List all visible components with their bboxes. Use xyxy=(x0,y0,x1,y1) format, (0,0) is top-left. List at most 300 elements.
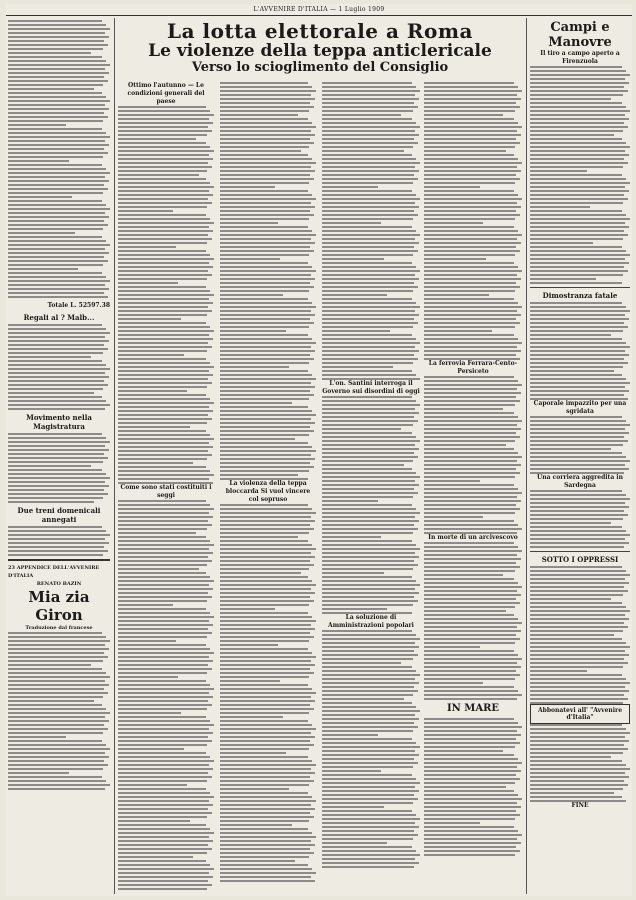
text-line xyxy=(220,804,311,806)
text-line xyxy=(220,644,278,646)
text-line xyxy=(424,274,517,276)
text-line xyxy=(118,512,209,514)
text-line xyxy=(118,438,214,440)
text-line xyxy=(424,94,517,96)
text-line xyxy=(220,294,283,296)
text-line xyxy=(118,322,206,324)
text-line xyxy=(424,610,506,612)
text-line xyxy=(424,500,521,502)
text-line xyxy=(220,102,310,104)
text-line xyxy=(118,696,213,698)
text-line xyxy=(530,682,630,684)
text-line xyxy=(118,736,208,738)
text-line xyxy=(424,574,503,576)
text-line xyxy=(530,626,628,628)
text-line xyxy=(220,222,278,224)
text-line xyxy=(8,364,106,366)
text-line xyxy=(530,222,625,224)
text-line xyxy=(220,760,312,762)
text-line xyxy=(220,314,315,316)
text-line xyxy=(220,852,314,854)
text-line xyxy=(8,380,104,382)
text-line xyxy=(118,844,208,846)
text-line xyxy=(118,454,212,456)
text-line xyxy=(424,634,516,636)
text-line xyxy=(8,441,110,443)
text-line xyxy=(118,772,208,774)
text-line xyxy=(220,450,316,452)
text-line xyxy=(322,218,413,220)
text-line xyxy=(530,342,626,344)
text-line xyxy=(118,632,212,634)
text-line xyxy=(322,82,412,84)
text-line xyxy=(118,604,173,606)
text-line xyxy=(530,266,624,268)
text-line xyxy=(8,684,109,686)
text-line xyxy=(424,822,480,824)
text-line xyxy=(424,90,522,92)
text-line xyxy=(322,400,416,402)
text-line xyxy=(424,182,515,184)
text-line xyxy=(424,388,517,390)
text-line xyxy=(118,792,210,794)
text-line xyxy=(118,386,207,388)
text-line xyxy=(220,370,308,372)
text-line xyxy=(530,610,630,612)
text-line xyxy=(118,868,214,870)
text-line xyxy=(530,760,622,762)
text-line xyxy=(220,524,310,526)
text-line xyxy=(8,240,106,242)
text-line xyxy=(220,528,314,530)
text-line xyxy=(424,492,522,494)
text-line xyxy=(8,736,66,738)
text-line xyxy=(118,210,173,212)
text-line xyxy=(530,764,626,766)
text-line xyxy=(118,174,199,176)
text-line xyxy=(220,600,314,602)
text-line xyxy=(530,78,625,80)
text-line xyxy=(322,436,416,438)
text-line xyxy=(220,402,292,404)
text-line xyxy=(8,48,103,50)
text-line xyxy=(530,574,630,576)
text-line xyxy=(424,718,514,720)
text-line xyxy=(424,440,515,442)
text-line xyxy=(530,460,630,462)
text-line xyxy=(322,786,415,788)
text-line xyxy=(530,162,628,164)
text-line xyxy=(322,456,418,458)
text-line xyxy=(220,178,314,180)
text-line xyxy=(118,860,206,862)
text-line xyxy=(322,548,420,550)
text-line xyxy=(530,690,629,692)
text-line xyxy=(530,94,623,96)
text-line xyxy=(424,392,521,394)
text-line xyxy=(322,746,420,748)
text-line xyxy=(8,461,103,463)
text-line xyxy=(424,674,520,676)
text-line xyxy=(322,678,415,680)
text-line xyxy=(424,210,516,212)
text-line xyxy=(118,708,207,710)
text-line xyxy=(322,194,416,196)
text-line xyxy=(424,582,518,584)
text-line xyxy=(220,150,301,152)
text-line xyxy=(8,36,109,38)
text-line xyxy=(424,138,516,140)
text-line xyxy=(8,489,104,491)
text-line xyxy=(220,692,316,694)
text-line xyxy=(424,250,520,252)
text-line xyxy=(8,744,106,746)
text-line xyxy=(424,602,520,604)
text-line xyxy=(8,136,110,138)
text-line xyxy=(530,306,626,308)
text-line xyxy=(220,278,315,280)
text-line xyxy=(220,744,314,746)
text-line xyxy=(118,756,210,758)
text-line xyxy=(322,282,414,284)
text-line xyxy=(118,302,213,304)
text-line xyxy=(424,424,517,426)
text-line xyxy=(322,670,416,672)
text-line xyxy=(220,166,311,168)
text-line xyxy=(8,457,108,459)
text-line xyxy=(530,150,625,152)
text-line xyxy=(8,660,103,662)
text-line xyxy=(220,664,315,666)
text-line xyxy=(220,162,316,164)
text-line xyxy=(8,404,110,406)
text-line xyxy=(118,748,184,750)
text-line xyxy=(118,828,210,830)
text-line xyxy=(118,202,212,204)
text-line xyxy=(424,750,503,752)
text-line xyxy=(530,570,626,572)
text-line xyxy=(8,188,108,190)
text-line xyxy=(118,342,208,344)
text-line xyxy=(322,850,416,852)
text-line xyxy=(220,532,309,534)
text-line xyxy=(424,262,514,264)
text-line xyxy=(8,288,109,290)
text-line xyxy=(322,702,412,704)
text-line xyxy=(220,422,315,424)
text-line xyxy=(118,146,210,148)
text-line xyxy=(530,420,626,422)
text-line xyxy=(424,484,514,486)
text-line xyxy=(530,740,629,742)
text-line xyxy=(118,370,209,372)
text-line xyxy=(322,504,412,506)
text-line xyxy=(118,246,176,248)
text-line xyxy=(424,408,503,410)
text-line xyxy=(424,154,514,156)
text-line xyxy=(8,376,109,378)
text-line xyxy=(220,604,309,606)
text-line xyxy=(8,636,106,638)
text-line xyxy=(220,616,312,618)
text-line xyxy=(118,354,184,356)
text-line xyxy=(8,324,102,326)
text-line xyxy=(220,158,312,160)
text-line xyxy=(118,536,206,538)
text-line xyxy=(220,628,315,630)
text-line xyxy=(118,402,214,404)
text-line xyxy=(8,740,102,742)
text-line xyxy=(220,776,310,778)
text-line xyxy=(118,286,206,288)
text-line xyxy=(8,760,104,762)
text-line xyxy=(118,190,209,192)
text-line xyxy=(424,82,514,84)
text-line xyxy=(424,258,486,260)
text-line xyxy=(8,200,102,202)
text-line xyxy=(530,258,625,260)
text-line xyxy=(424,658,522,660)
text-line xyxy=(424,278,521,280)
text-line xyxy=(424,294,489,296)
text-line xyxy=(8,296,108,298)
text-line xyxy=(322,834,418,836)
col2-subhead-1: Ottimo l'autunno — Le condizioni generali del paese xyxy=(127,82,205,105)
text-line xyxy=(424,562,516,564)
text-line xyxy=(424,558,521,560)
text-line xyxy=(220,454,311,456)
text-line xyxy=(118,528,207,530)
text-line xyxy=(322,738,412,740)
text-line xyxy=(530,670,587,672)
text-line xyxy=(220,672,314,674)
text-line xyxy=(530,732,630,734)
fine-label: FINE xyxy=(571,802,589,809)
col4-subhead-1: L'on. Santini interroga il Governo sui disordini di oggi xyxy=(322,380,420,395)
text-line xyxy=(322,560,414,562)
text-line xyxy=(220,226,308,228)
text-line xyxy=(8,172,110,174)
text-line xyxy=(220,146,309,148)
text-line xyxy=(220,520,315,522)
text-line xyxy=(322,362,413,364)
text-line xyxy=(220,126,316,128)
text-line xyxy=(220,386,315,388)
text-line xyxy=(424,666,521,668)
text-line xyxy=(220,202,311,204)
text-line xyxy=(322,552,415,554)
text-line xyxy=(424,330,492,332)
text-line xyxy=(530,102,622,104)
text-line xyxy=(322,718,419,720)
text-line xyxy=(424,358,520,360)
text-line xyxy=(322,258,384,260)
sardegna-heading: Una corriera aggredita in Sardegna xyxy=(537,474,623,489)
text-line xyxy=(8,336,105,338)
text-line xyxy=(8,453,104,455)
text-line xyxy=(220,872,316,874)
text-line xyxy=(118,692,209,694)
text-line xyxy=(220,426,310,428)
text-line xyxy=(8,700,94,702)
text-line xyxy=(118,254,210,256)
text-line xyxy=(8,640,110,642)
text-line xyxy=(118,780,207,782)
text-line xyxy=(530,498,630,500)
text-line xyxy=(220,648,308,650)
text-line xyxy=(220,110,309,112)
text-line xyxy=(424,508,520,510)
text-line xyxy=(220,808,315,810)
text-line xyxy=(530,662,628,664)
text-line xyxy=(118,784,187,786)
text-line xyxy=(118,194,213,196)
text-line xyxy=(530,728,626,730)
text-line xyxy=(530,238,623,240)
text-line xyxy=(530,394,624,396)
text-line xyxy=(220,688,312,690)
text-line xyxy=(8,400,106,402)
text-line xyxy=(118,482,213,484)
text-line xyxy=(530,386,625,388)
col4-subhead-2: La soluzione di Amministrazioni popolari xyxy=(328,614,414,629)
text-line xyxy=(8,756,109,758)
text-line xyxy=(118,600,207,602)
text-line xyxy=(530,618,629,620)
text-line xyxy=(118,732,213,734)
text-line xyxy=(322,238,415,240)
text-line xyxy=(424,830,518,832)
text-line xyxy=(8,433,102,435)
text-line xyxy=(322,302,416,304)
text-line xyxy=(118,278,207,280)
text-line xyxy=(530,776,629,778)
text-line xyxy=(322,126,420,128)
text-line xyxy=(530,594,623,596)
text-line xyxy=(118,206,207,208)
text-line xyxy=(322,106,418,108)
text-line xyxy=(118,446,213,448)
text-line xyxy=(322,250,418,252)
text-line xyxy=(424,286,520,288)
text-line xyxy=(322,722,414,724)
text-line xyxy=(220,362,309,364)
text-line xyxy=(424,226,514,228)
text-line xyxy=(118,788,206,790)
text-line xyxy=(322,654,418,656)
text-line xyxy=(8,92,102,94)
text-line xyxy=(8,392,94,394)
text-line xyxy=(220,478,308,480)
text-line xyxy=(530,178,626,180)
text-line xyxy=(322,500,378,502)
text-line xyxy=(530,514,628,516)
text-line xyxy=(220,250,314,252)
text-line xyxy=(220,94,311,96)
text-line xyxy=(322,762,418,764)
text-line xyxy=(530,436,624,438)
text-line xyxy=(530,686,625,688)
main-deck: Verso lo scioglimento del Consiglio xyxy=(191,60,449,75)
text-line xyxy=(424,194,518,196)
text-line xyxy=(424,794,518,796)
text-line xyxy=(322,94,415,96)
text-line xyxy=(424,202,517,204)
text-line xyxy=(530,282,622,284)
text-line xyxy=(220,154,308,156)
text-line xyxy=(220,544,312,546)
text-line xyxy=(8,144,109,146)
text-line xyxy=(530,756,611,758)
text-line xyxy=(220,474,298,476)
left-column xyxy=(8,20,110,892)
text-line xyxy=(424,646,480,648)
text-line xyxy=(8,445,105,447)
text-line xyxy=(220,342,316,344)
text-line xyxy=(8,538,105,540)
abbonatevi-box: Abbonatevi all' "Avvenire d'Italia" xyxy=(530,704,630,724)
text-line xyxy=(530,130,623,132)
text-line xyxy=(220,438,295,440)
treni-heading: Due treni domenicali annegati xyxy=(17,506,101,524)
text-line xyxy=(118,242,207,244)
text-line xyxy=(424,566,520,568)
text-line xyxy=(322,512,420,514)
text-line xyxy=(530,796,622,798)
text-line xyxy=(322,254,413,256)
text-line xyxy=(118,186,214,188)
text-line xyxy=(220,576,308,578)
text-line xyxy=(322,166,415,168)
text-line xyxy=(118,580,214,582)
text-line xyxy=(220,812,310,814)
text-line xyxy=(8,356,91,358)
text-line xyxy=(530,448,611,450)
text-line xyxy=(530,468,629,470)
campi-subtitle: Il tiro a campo aperto a Firenzuola xyxy=(540,50,620,65)
text-line xyxy=(8,768,103,770)
text-line xyxy=(220,580,312,582)
text-line xyxy=(424,850,520,852)
text-line xyxy=(8,632,102,634)
text-line xyxy=(118,474,214,476)
text-line xyxy=(424,662,517,664)
text-line xyxy=(118,588,213,590)
text-line xyxy=(220,780,314,782)
text-line xyxy=(118,394,206,396)
text-line xyxy=(322,638,420,640)
text-line xyxy=(322,190,412,192)
text-line xyxy=(118,334,209,336)
text-line xyxy=(322,226,412,228)
text-line xyxy=(220,230,312,232)
movimento-heading: Movimento nella Magistratura xyxy=(26,413,92,431)
text-line xyxy=(322,866,414,868)
text-line xyxy=(220,624,311,626)
text-line xyxy=(118,170,207,172)
text-line xyxy=(322,698,404,700)
text-line xyxy=(220,86,312,88)
text-line xyxy=(322,350,419,352)
text-line xyxy=(220,234,316,236)
text-line xyxy=(8,104,105,106)
text-line xyxy=(8,108,109,110)
text-line xyxy=(322,318,414,320)
text-line xyxy=(322,540,412,542)
text-line xyxy=(118,182,210,184)
text-line xyxy=(220,290,309,292)
text-line xyxy=(220,516,311,518)
